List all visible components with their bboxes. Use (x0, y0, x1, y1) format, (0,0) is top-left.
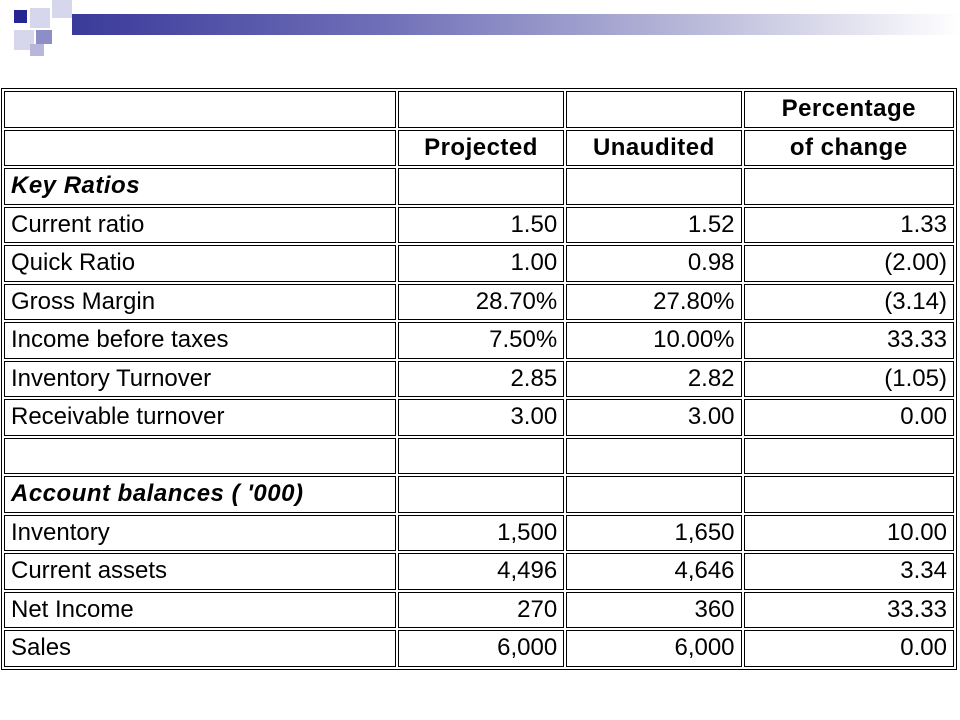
change-value: 1.33 (744, 207, 954, 244)
logo-square (36, 30, 52, 44)
section-title-row (4, 168, 954, 205)
change-value: 0.00 (744, 630, 954, 667)
row-label: Gross Margin (4, 284, 396, 321)
table-row (4, 207, 954, 244)
projected-value: 6,000 (398, 630, 564, 667)
spacer-row (4, 438, 954, 475)
table-row (4, 284, 954, 321)
change-value: 10.00 (744, 515, 954, 552)
row-label: Receivable turnover (4, 399, 396, 436)
projected-value: 270 (398, 592, 564, 629)
row-label: Inventory Turnover (4, 361, 396, 398)
header-change-line2: of change (744, 130, 954, 167)
row-label: Income before taxes (4, 322, 396, 359)
change-value: 0.00 (744, 399, 954, 436)
header-projected: Projected (398, 130, 564, 167)
table-row (4, 399, 954, 436)
empty-cell (398, 91, 564, 128)
empty-cell (566, 438, 741, 475)
table-row (4, 630, 954, 667)
empty-cell (744, 476, 954, 513)
unaudited-value: 3.00 (566, 399, 741, 436)
unaudited-value: 27.80% (566, 284, 741, 321)
change-value: 33.33 (744, 592, 954, 629)
empty-cell (566, 168, 741, 205)
projected-value: 2.85 (398, 361, 564, 398)
empty-cell (398, 476, 564, 513)
row-label: Current ratio (4, 207, 396, 244)
empty-cell (744, 168, 954, 205)
empty-cell (398, 438, 564, 475)
header-change-line1: Percentage (744, 91, 954, 128)
unaudited-value: 0.98 (566, 245, 741, 282)
change-value: (3.14) (744, 284, 954, 321)
logo-square (14, 10, 27, 23)
projected-value: 1.50 (398, 207, 564, 244)
change-value: (1.05) (744, 361, 954, 398)
row-label: Current assets (4, 553, 396, 590)
section-title: Account balances ( '000) (4, 476, 396, 513)
header-row-2 (4, 130, 954, 167)
section-title: Key Ratios (4, 168, 396, 205)
projected-value: 7.50% (398, 322, 564, 359)
row-label: Inventory (4, 515, 396, 552)
logo-square (52, 0, 72, 18)
logo-square (30, 44, 44, 56)
row-label: Net Income (4, 592, 396, 629)
header-row-1 (4, 91, 954, 128)
projected-value: 3.00 (398, 399, 564, 436)
section-title-row (4, 476, 954, 513)
empty-cell (566, 476, 741, 513)
empty-cell (4, 130, 396, 167)
unaudited-value: 360 (566, 592, 741, 629)
table-row (4, 361, 954, 398)
financial-ratios-table (1, 88, 957, 670)
table-row (4, 592, 954, 629)
row-label: Sales (4, 630, 396, 667)
table-row (4, 322, 954, 359)
unaudited-value: 1.52 (566, 207, 741, 244)
change-value: 33.33 (744, 322, 954, 359)
table-row (4, 245, 954, 282)
projected-value: 4,496 (398, 553, 564, 590)
empty-cell (566, 91, 741, 128)
row-label: Quick Ratio (4, 245, 396, 282)
empty-cell (398, 168, 564, 205)
slide-header-bar (72, 14, 960, 35)
projected-value: 28.70% (398, 284, 564, 321)
header-unaudited: Unaudited (566, 130, 741, 167)
table-row (4, 553, 954, 590)
unaudited-value: 4,646 (566, 553, 741, 590)
unaudited-value: 2.82 (566, 361, 741, 398)
empty-cell (4, 91, 396, 128)
unaudited-value: 6,000 (566, 630, 741, 667)
unaudited-value: 10.00% (566, 322, 741, 359)
table-row (4, 515, 954, 552)
projected-value: 1,500 (398, 515, 564, 552)
empty-cell (4, 438, 396, 475)
projected-value: 1.00 (398, 245, 564, 282)
change-value: (2.00) (744, 245, 954, 282)
change-value: 3.34 (744, 553, 954, 590)
slide-logo-squares (0, 0, 80, 60)
empty-cell (744, 438, 954, 475)
logo-square (30, 8, 50, 28)
unaudited-value: 1,650 (566, 515, 741, 552)
